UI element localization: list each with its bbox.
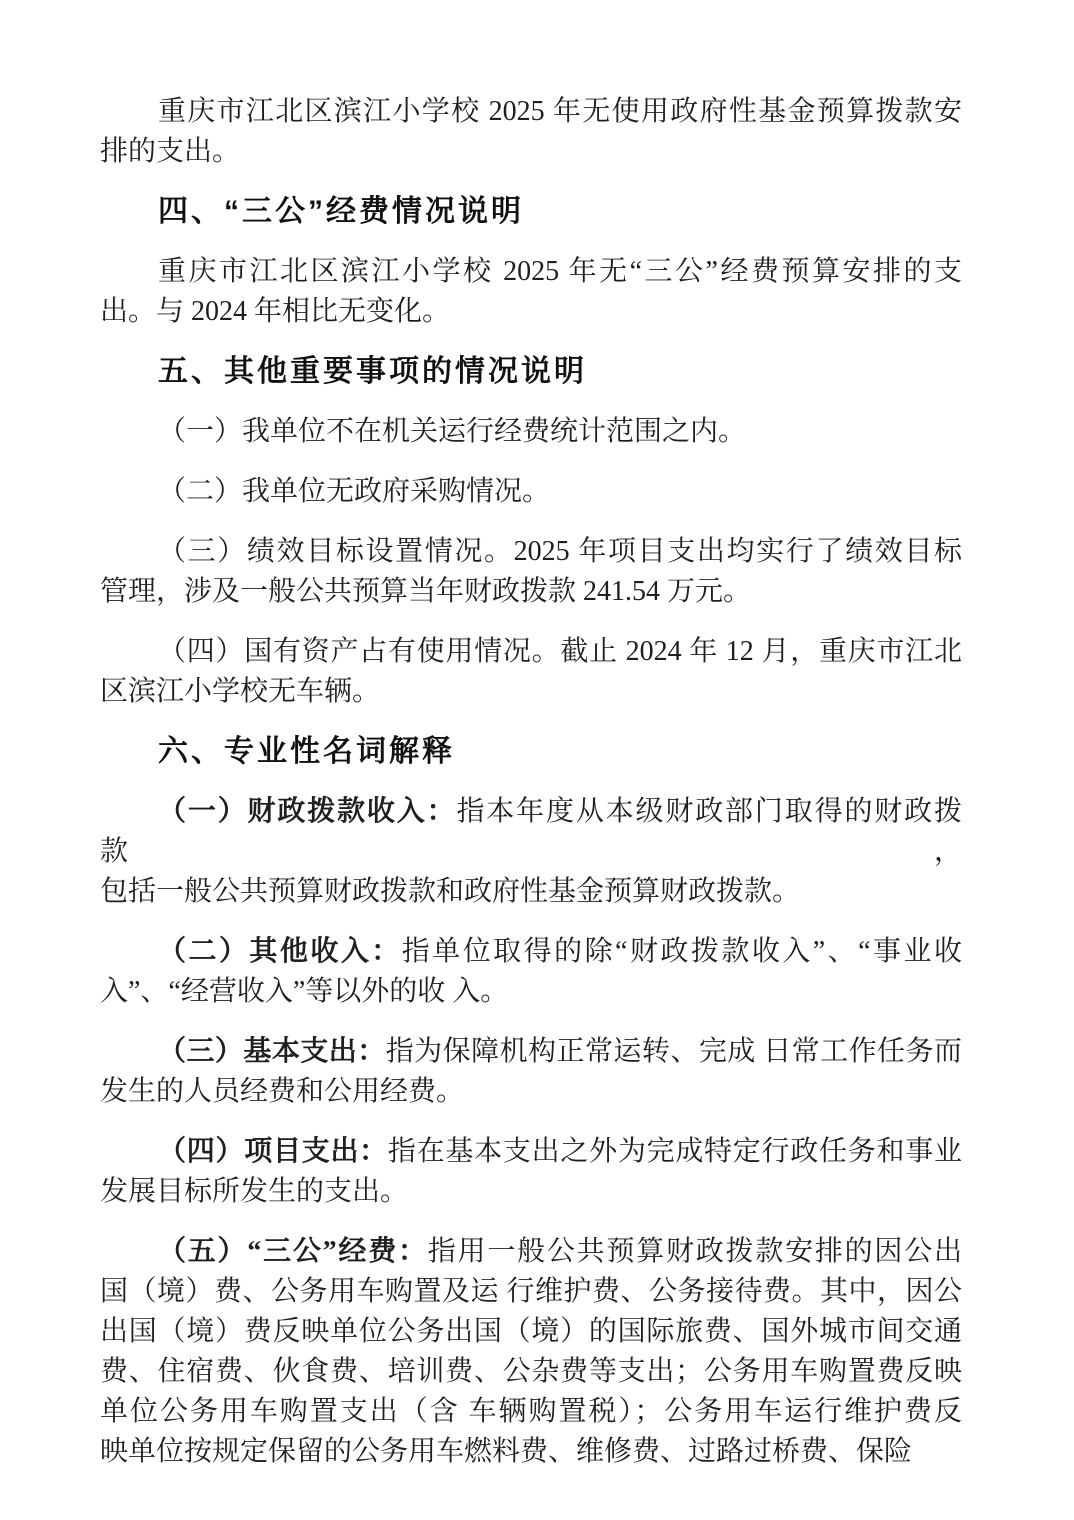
text-line: 发展目标所发生的支出。 bbox=[100, 1176, 409, 1207]
text-line: 映单位按规定保留的公务用车燃料费、维修费、过路过桥费、保险 bbox=[100, 1436, 913, 1467]
text-line: 重庆市江北区滨江小学校 2025 年无使用政府性基金预算拨款安 bbox=[158, 96, 962, 127]
term-definition-text: 指单位取得的除“财政拨款收入”、“事业收 bbox=[401, 936, 962, 967]
text-line: （一）我单位不在机关运行经费统计范围之内。 bbox=[158, 416, 747, 447]
term-label: （三）基本支出： bbox=[158, 1036, 386, 1067]
term-paragraph bbox=[100, 1132, 962, 1212]
text-line bbox=[100, 932, 962, 972]
text-line: （三）绩效目标设置情况。2025 年项目支出均实行了绩效目标 bbox=[158, 536, 962, 567]
text-line: 管理，涉及一般公共预算当年财政拨款 241.54 万元。 bbox=[100, 576, 752, 607]
section-heading-5: 五、其他重要事项的情况说明 bbox=[158, 355, 587, 388]
text-line: （四）国有资产占有使用情况。截止 2024 年 12 月，重庆市江北 bbox=[158, 636, 962, 667]
term-paragraph bbox=[100, 792, 962, 912]
text-line: 包括一般公共预算财政拨款和政府性基金预算财政拨款。 bbox=[100, 876, 801, 907]
text-line bbox=[100, 792, 962, 872]
term-label: （一）财政拨款收入： bbox=[158, 796, 457, 827]
text-line: 重庆市江北区滨江小学校 2025 年无“三公”经费预算安排的支 bbox=[158, 256, 962, 287]
text-line: 发生的人员经费和公用经费。 bbox=[100, 1076, 465, 1107]
section-heading-4: 四、“三公”经费情况说明 bbox=[158, 195, 524, 228]
text-line: 入”、“经营收入”等以外的收 入。 bbox=[100, 976, 509, 1007]
paragraph bbox=[100, 472, 962, 512]
term-definition-text: 指本年度从本级财政部门取得的财政拨款， bbox=[100, 796, 962, 867]
term-label: （二）其他收入： bbox=[158, 936, 402, 967]
text-line: （二）我单位无政府采购情况。 bbox=[158, 476, 551, 507]
paragraph bbox=[100, 252, 962, 332]
text-line bbox=[100, 1232, 962, 1272]
term-definition-text: 指为保障机构正常运转、完成 日常工作任务而 bbox=[385, 1036, 962, 1067]
term-paragraph bbox=[100, 932, 962, 1012]
text-line: 国（境）费、公务用车购置及运 行维护费、公务接待费。其中，因公 bbox=[100, 1276, 962, 1307]
section-heading-6: 六、专业性名词解释 bbox=[158, 735, 455, 768]
paragraph bbox=[100, 92, 962, 172]
text-line bbox=[100, 1032, 962, 1072]
paragraph bbox=[100, 632, 962, 712]
text-line bbox=[100, 1132, 962, 1172]
text-line: 区滨江小学校无车辆。 bbox=[100, 676, 381, 707]
text-line: 单位公务用车购置支出（含 车辆购置税）；公务用车运行维护费反 bbox=[100, 1396, 962, 1427]
term-label: （五）“三公”经费： bbox=[158, 1236, 428, 1267]
paragraph bbox=[100, 412, 962, 452]
text-line: 排的支出。 bbox=[100, 136, 241, 167]
text-line: 出国（境）费反映单位公务出国（境）的国际旅费、国外城市间交通 bbox=[100, 1316, 962, 1347]
term-label: （四）项目支出： bbox=[158, 1136, 388, 1167]
term-definition-text: 指用一般公共预算财政拨款安排的因公出 bbox=[427, 1236, 962, 1267]
paragraph bbox=[100, 532, 962, 612]
term-paragraph bbox=[100, 1032, 962, 1112]
term-definition-text: 指在基本支出之外为完成特定行政任务和事业 bbox=[387, 1136, 962, 1167]
term-paragraph bbox=[100, 1232, 962, 1472]
text-line: 费、住宿费、伙食费、培训费、公杂费等支出；公务用车购置费反映 bbox=[100, 1356, 962, 1387]
text-line: 出。与 2024 年相比无变化。 bbox=[100, 296, 451, 327]
